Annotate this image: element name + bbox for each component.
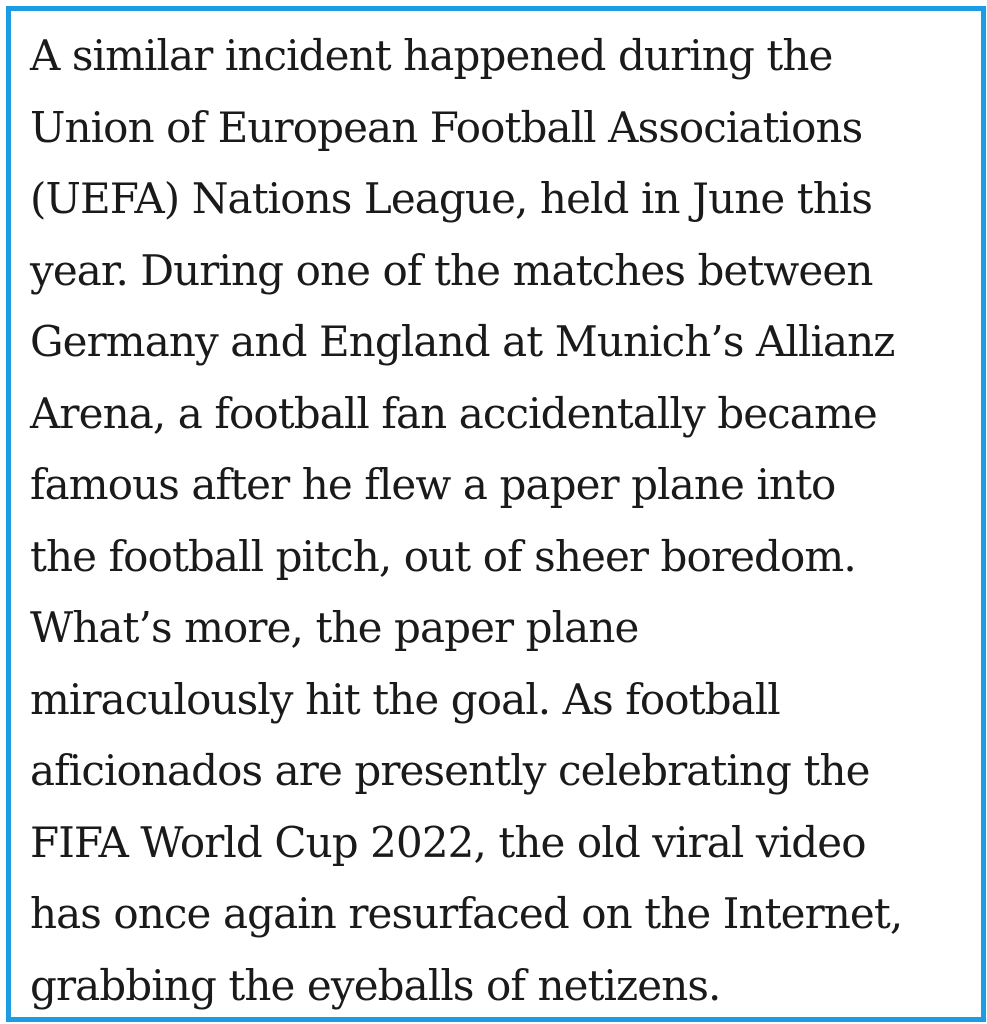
paragraph-line-1: A similar incident happened during the (30, 31, 833, 80)
paragraph-line-13: has once again resurfaced on the Internet, (30, 889, 903, 938)
paragraph-line-4: year. During one of the matches between (30, 245, 873, 295)
paragraph-line-2: Union of European Football Associations (30, 102, 863, 152)
paragraph-line-6: Arena, a football fan accidentally became (30, 388, 877, 438)
paragraph-line-10: miraculously hit the goal. As football (30, 674, 780, 724)
paragraph-line-7: famous after he flew a paper plane into (30, 460, 836, 509)
paragraph-line-5: Germany and England at Munich’s Allianz (30, 317, 895, 366)
paragraph-line-8: the football pitch, out of sheer boredom. (30, 531, 856, 581)
paragraph-line-3: (UEFA) Nations League, held in June this (30, 174, 873, 223)
paragraph-line-11: aficionados are presently celebrating the (30, 746, 870, 795)
article-frame (6, 6, 986, 1022)
paragraph-line-9: What’s more, the paper plane (30, 603, 639, 652)
article-paragraph (30, 20, 902, 1021)
paragraph-line-14: grabbing the eyeballs of netizens. (30, 960, 721, 1010)
paragraph-line-12: FIFA World Cup 2022, the old viral video (30, 817, 866, 867)
